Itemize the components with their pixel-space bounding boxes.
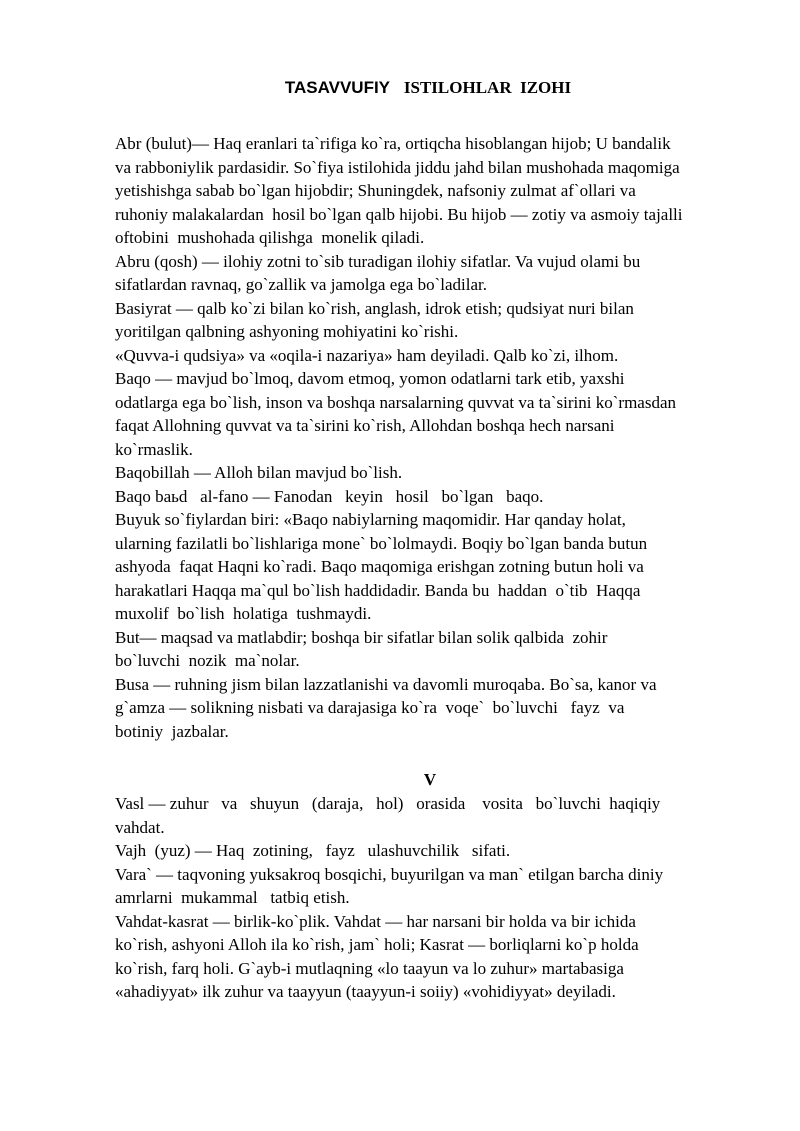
text-line: g`amza — solikning nisbati va darajasiga ko`ra voqe` bo`luvchi fayz va [115,698,625,717]
text-line: «Quvva-i qudsiya» va «oqila-i nazariya» ham deyiladi. Qalb ko`zi, ilhom. [115,345,619,365]
text-line: bo`luvchi nozik ma`nolar. [115,651,300,670]
text-line: Baqo — mavjud bo`lmoq, davom etmoq, yomon odatlarni tark etib, yaxshi [115,369,625,388]
document-title [0,78,800,98]
text-line: harakatlari Haqqa ma`qul bo`lish haddidadir. Banda bu haddan o`tib Haqqa [115,580,641,600]
text-line: yetishishga sabab bo`lgan hijobdir; Shuningdek, nafsoniy zulmat af`ollari va [115,181,636,200]
text-line: sifatlardan ravnaq, go`zallik va jamolga ega bo`ladilar. [115,275,487,294]
text-line: Basiyrat — qalb ko`zi bilan ko`rish, anglash, idrok etish; qudsiyat nuri bilan [115,298,634,318]
text-line: ruhoniy malakalardan hosil bo`lgan qalb hijobi. Bu hijob — zotiy va asmoiy tajalli [115,204,683,224]
text-line: ashyoda faqat Haqni ko`radi. Baqo maqomiga erishgan zotning butun holi va [115,557,644,576]
section-gap [115,743,765,768]
text-line: Abru (qosh) — ilohiy zotni to`sib turadigan ilohiy sifatlar. Va vujud olami bu [115,251,641,271]
text-line: Abr (bulut)— Haq eranlari ta`rifiga ko`ra, ortiqcha hisoblangan hijob; U bandalik [115,134,671,153]
text-line: muxolif bo`lish holatiga tushmaydi. [115,604,372,623]
text-block-a [115,132,765,743]
text-line: odatlarga ega bo`lish, inson va boshqa narsalarning quvvat va ta`sirini ko`rmasdan [115,392,677,412]
text-line: faqat Allohning quvvat va ta`sirini ko`rish, Allohdan boshqa hech narsani [115,416,615,435]
text-line: va rabboniylik pardasidir. So`fiya istilohida jiddu jahd bilan mushohada maqomiga [115,157,680,177]
text-line: Baqobillah — Alloh bilan mavjud bo`lish. [115,463,403,482]
text-line: ularning fazilatli bo`lishlariga mone` bo`lolmaydi. Boqiy bo`lgan banda butun [115,533,648,553]
section-letter: V [423,770,437,789]
text-line: Vahdat-kasrat — birlik-ko`plik. Vahdat — har narsani bir holda va bir ichida [115,911,636,931]
text-line: botiniy jazbalar. [115,721,229,741]
text-line: Busa — ruhning jism bilan lazzatlanishi va davomli muroqaba. Bo`sa, kanor va [115,674,657,694]
document-body [115,132,765,1004]
text-line: ko`rish, ashyoni Alloh ila ko`rish, jam` holi; Kasrat — borliqlarni ko`p holda [115,935,639,954]
text-line: «ahadiyyat» ilk zuhur va taayyun (taayyun-i soiiy) «vohidiyyat» deyiladi. [115,982,616,1001]
text-block-b [115,792,765,1004]
text-line: Vajh (yuz) — Haq zotining, fayz ulashuvchilik sifati. [115,841,511,860]
text-line: Buyuk so`fiylardan biri: «Baqo nabiylarning maqomidir. Har qanday holat, [115,510,626,529]
title-part-1: TASAVVUFIY [284,78,390,97]
text-line: Vara` — taqvoning yuksakroq bosqichi, buyurilgan va man` etilgan barcha diniy [115,864,664,884]
text-line: yoritilgan qalbning ashyoning mohiyatini ko`rishi. [115,322,459,341]
text-line: amrlarni mukammal tatbiq etish. [115,888,350,907]
text-line: Baqo baьd al-fano — Fanodan keyin hosil bo`lgan baqo. [115,486,544,506]
text-line: vahdat. [115,817,165,837]
text-line: Vasl — zuhur va shuyun (daraja, hol) orasida vosita bo`luvchi haqiqiy [115,794,661,813]
text-line: ko`rish, farq holi. G`ayb-i mutlaqning «lo taayun va lo zuhur» martabasiga [115,958,624,978]
text-line: oftobini mushohada qilishga monelik qiladi. [115,228,425,247]
text-line: ko`rmaslik. [115,439,193,459]
text-line: But— maqsad va matlabdir; boshqa bir sifatlar bilan solik qalbida zohir [115,627,608,647]
title-part-2: ISTILOHLAR IZOHI [403,78,572,97]
